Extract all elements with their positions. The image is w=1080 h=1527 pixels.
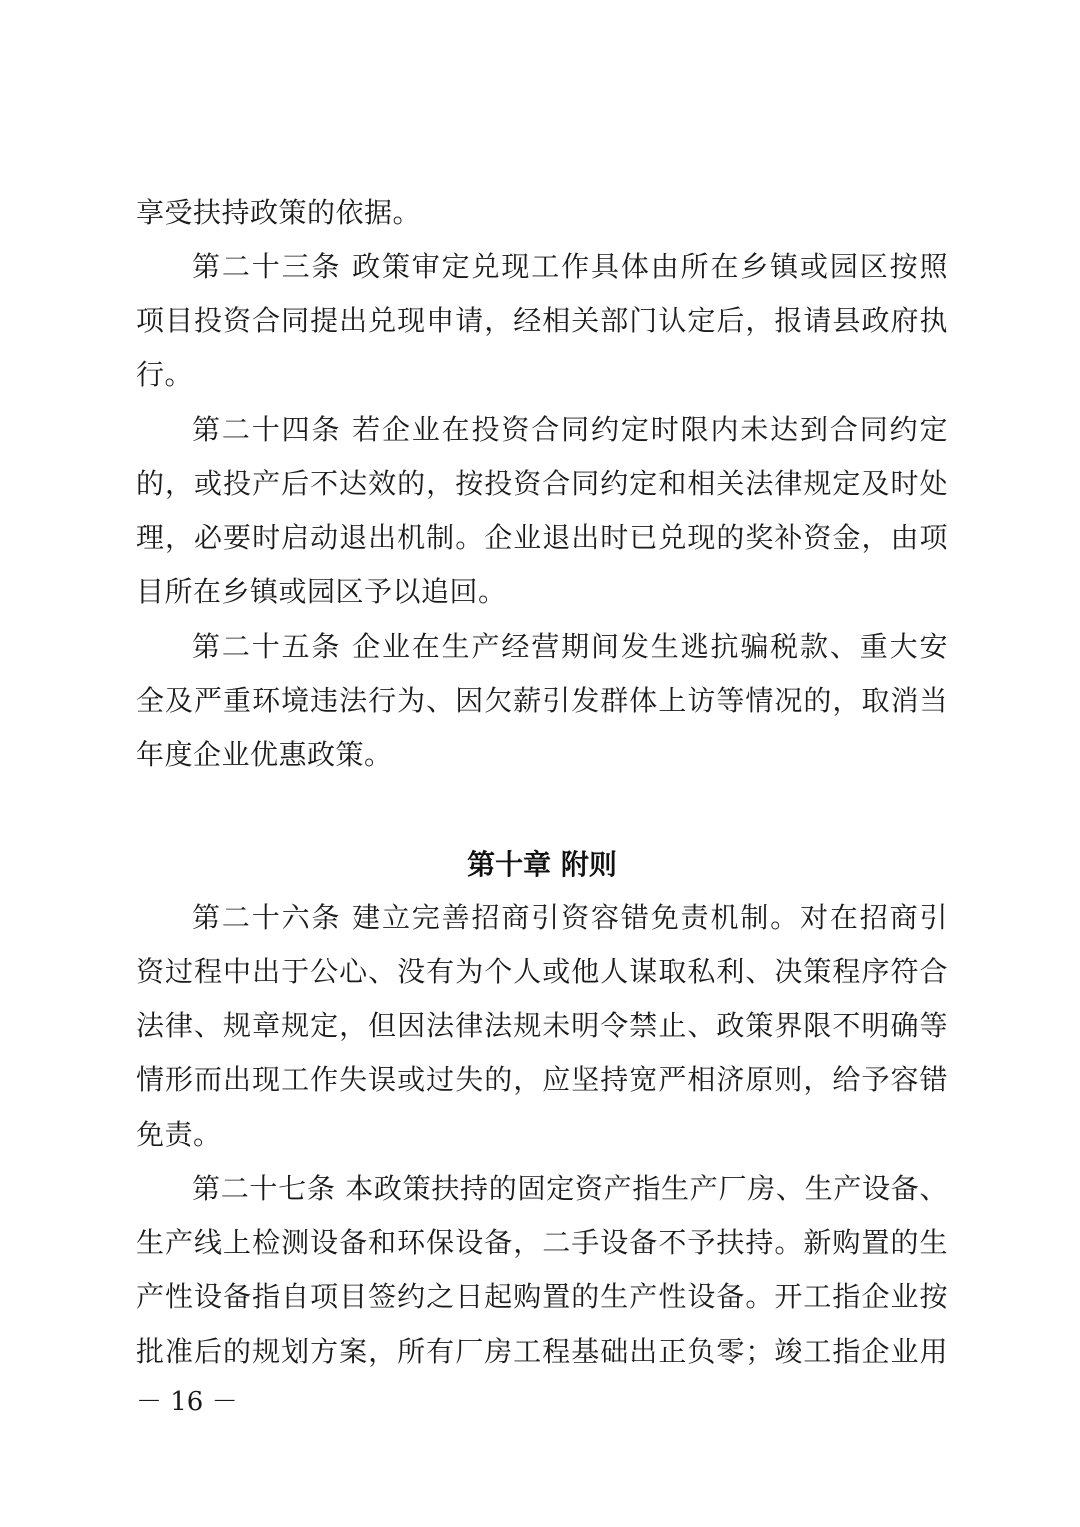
text-line: 资过程中出于公心、没有为个人或他人谋取私利、决策程序符合: [136, 955, 948, 988]
text-line: 享受扶持政策的依据。: [136, 196, 422, 229]
page-number: － 16 －: [136, 1387, 238, 1417]
text-line: 批准后的规划方案，所有厂房工程基础出正负零；竣工指企业用: [136, 1335, 948, 1368]
text-line: 生产线上检测设备和环保设备，二手设备不予扶持。新购置的生: [136, 1226, 948, 1259]
article-24-line: 第二十四条 若企业在投资合同约定时限内未达到合同约定: [192, 413, 948, 446]
article-25-line: 第二十五条 企业在生产经营期间发生逃抗骗税款、重大安: [192, 630, 948, 663]
text-line: 年度企业优惠政策。: [136, 738, 393, 771]
article-26-line: 第二十六条 建立完善招商引资容错免责机制。对在招商引: [192, 901, 948, 934]
chapter-heading: 第十章 附则: [467, 848, 617, 881]
article-23-line: 第二十三条 政策审定兑现工作具体由所在乡镇或园区按照: [192, 250, 948, 283]
text-line: 免责。: [136, 1118, 222, 1151]
text-line: 全及严重环境违法行为、因欠薪引发群体上访等情况的，取消当: [136, 684, 948, 717]
text-line: 的，或投产后不达效的，按投资合同约定和相关法律规定及时处: [136, 467, 948, 500]
text-line: 项目投资合同提出兑现申请，经相关部门认定后，报请县政府执: [136, 304, 948, 337]
text-line: 目所在乡镇或园区予以追回。: [136, 575, 507, 608]
text-line: 行。: [136, 358, 194, 391]
text-line: 产性设备指自项目签约之日起购置的生产性设备。开工指企业按: [136, 1280, 948, 1313]
text-line: 理，必要时启动退出机制。企业退出时已兑现的奖补资金，由项: [136, 521, 948, 554]
text-line: 情形而出现工作失误或过失的，应坚持宽严相济原则，给予容错: [136, 1063, 948, 1096]
text-line: 法律、规章规定，但因法律法规未明令禁止、政策界限不明确等: [136, 1009, 948, 1042]
article-27-line: 第二十七条 本政策扶持的固定资产指生产厂房、生产设备、: [192, 1172, 948, 1205]
